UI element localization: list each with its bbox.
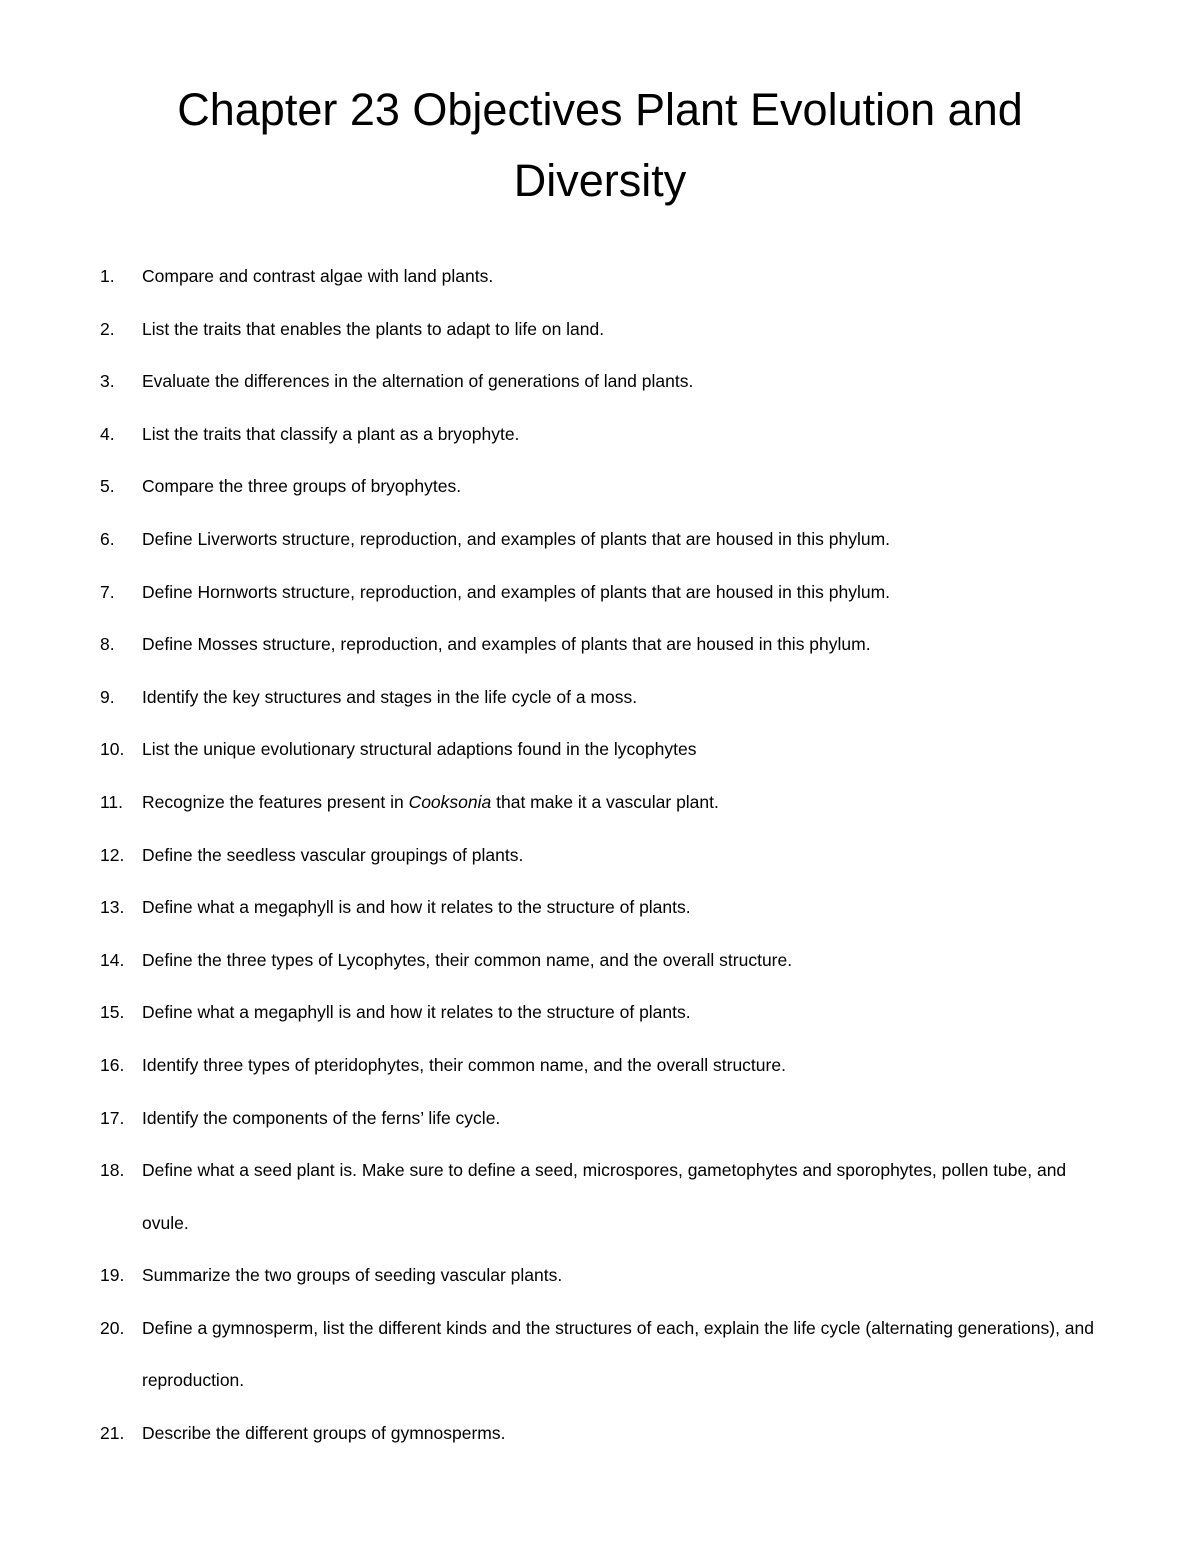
item-number: 7. <box>100 581 115 602</box>
item-text: Define Mosses structure, reproduction, and examples of plants that are housed in this phylum. <box>142 634 871 655</box>
list-item <box>100 881 1110 934</box>
page-title: Chapter 23 Objectives Plant Evolution and Diversity <box>177 84 1023 206</box>
item-text: Compare and contrast algae with land plants. <box>142 266 494 286</box>
item-text: Define Liverworts structure, reproduction, and examples of plants that are housed in this phylum. <box>142 528 891 549</box>
list-item <box>100 355 1110 408</box>
item-number: 1. <box>100 266 115 286</box>
list-item <box>100 408 1110 461</box>
list-item <box>100 1249 1110 1302</box>
item-number: 11. <box>100 791 124 812</box>
item-number: 16. <box>100 1054 125 1075</box>
item-text-italic: Cooksonia <box>408 791 492 812</box>
item-text: Define what a megaphyll is and how it relates to the structure of plants. <box>142 1002 691 1023</box>
item-text-after: that make it a vascular plant. <box>491 791 719 812</box>
item-text: Define the seedless vascular groupings of plants. <box>142 844 524 865</box>
item-number: 21. <box>100 1423 125 1444</box>
item-text: Define a gymnosperm, list the different kinds and the structures of each, explain the life cycle (alternating generations), and reproduction. <box>142 1317 1095 1391</box>
item-number: 9. <box>100 686 115 707</box>
list-item <box>100 934 1110 987</box>
list-item <box>100 250 1110 303</box>
list-item <box>100 460 1110 513</box>
item-text <box>142 792 719 812</box>
list-item <box>100 1092 1110 1145</box>
item-text: Define what a megaphyll is and how it relates to the structure of plants. <box>142 897 691 918</box>
item-number: 3. <box>100 371 115 392</box>
item-number: 20. <box>100 1317 125 1338</box>
list-item <box>100 1302 1110 1407</box>
item-number: 15. <box>100 1002 125 1023</box>
item-text: Evaluate the differences in the alternation of generations of land plants. <box>142 371 694 392</box>
list-item <box>100 671 1110 724</box>
item-number: 5. <box>100 476 115 497</box>
item-number: 19. <box>100 1265 125 1286</box>
list-item <box>100 513 1110 566</box>
item-number: 14. <box>100 949 125 970</box>
list-item <box>100 1407 1110 1460</box>
list-item <box>100 566 1110 619</box>
list-item <box>100 723 1110 776</box>
list-item <box>100 986 1110 1039</box>
item-number: 8. <box>100 634 115 655</box>
list-item <box>100 618 1110 671</box>
item-text: List the unique evolutionary structural adaptions found in the lycophytes <box>142 739 697 760</box>
item-text: List the traits that classify a plant as a bryophyte. <box>142 423 520 444</box>
item-text: Define Hornworts structure, reproduction, and examples of plants that are housed in this phylum. <box>142 581 891 602</box>
item-number: 12. <box>100 844 125 865</box>
list-item <box>100 303 1110 356</box>
item-text: Identify three types of pteridophytes, their common name, and the overall structure. <box>142 1054 786 1075</box>
item-text: Summarize the two groups of seeding vascular plants. <box>142 1265 563 1286</box>
item-text: List the traits that enables the plants to adapt to life on land. <box>142 318 605 339</box>
item-text: Compare the three groups of bryophytes. <box>142 476 462 497</box>
item-text: Define the three types of Lycophytes, their common name, and the overall structure. <box>142 949 793 970</box>
item-number: 2. <box>100 318 115 339</box>
list-item <box>100 776 1110 829</box>
list-item <box>100 829 1110 882</box>
item-number: 17. <box>100 1107 125 1128</box>
item-number: 10. <box>100 739 125 760</box>
list-item <box>100 1039 1110 1092</box>
item-number: 4. <box>100 423 115 444</box>
item-number: 13. <box>100 897 125 918</box>
item-number: 18. <box>100 1160 125 1181</box>
item-text: Identify the key structures and stages in the life cycle of a moss. <box>142 686 638 707</box>
item-text: Identify the components of the ferns’ life cycle. <box>142 1107 501 1128</box>
item-text: Define what a seed plant is. Make sure to define a seed, microspores, gametophytes and sporophytes, pollen tube, and ovule. <box>142 1160 1067 1233</box>
item-text-before: Recognize the features present in <box>142 791 409 812</box>
item-text: Describe the different groups of gymnosperms. <box>142 1423 506 1444</box>
list-item <box>100 1144 1110 1249</box>
objectives-list <box>100 250 1110 1460</box>
item-number: 6. <box>100 528 115 549</box>
